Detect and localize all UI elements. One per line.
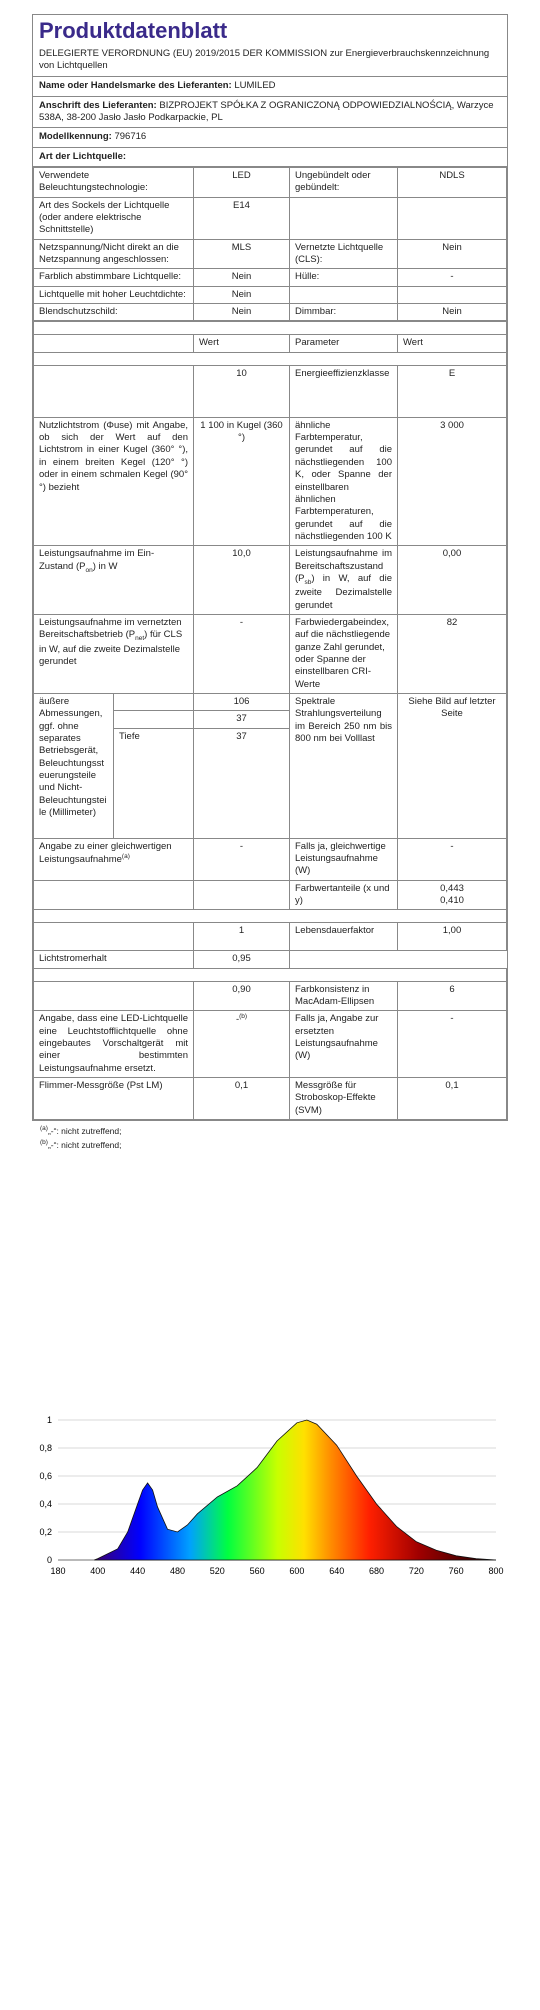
supplier-name-value: LUMILED <box>234 80 276 92</box>
value: - <box>398 838 507 880</box>
x-tick-label: 560 <box>249 1566 265 1576</box>
value: 0,1 <box>398 1078 507 1120</box>
value: 0,95 <box>194 951 290 968</box>
value: Nein <box>194 269 290 286</box>
light-source-type-row <box>33 148 507 167</box>
value: Nein <box>194 286 290 303</box>
param-row <box>34 546 507 615</box>
value: 0,90 <box>194 981 290 1011</box>
supplier-address-row <box>33 97 507 129</box>
param-row <box>34 417 507 545</box>
param-label: Farbkonsistenz in MacAdam-Ellipsen <box>290 981 398 1011</box>
type-row <box>34 286 507 303</box>
param-label: Leistungsaufnahme im vernetzten Bereitschaftsbetrieb $(P_{net})$ für CLS in W, auf die zweite Dezimalstelle gerundet <box>34 614 194 693</box>
y-tick-label: 0,4 <box>39 1499 52 1509</box>
value <box>398 197 507 239</box>
param-label: Angabe, dass eine LED-Lichtquelle eine Leuchtstofflichtquelle ohne eingebautes Vorschaltgerät mit einer bestimmten Leistungsaufnahme ersetzt. <box>34 1011 194 1078</box>
param-row <box>34 951 507 968</box>
value: -$^{(b)}$ <box>194 1011 290 1078</box>
model-row <box>33 128 507 147</box>
value <box>398 286 507 303</box>
value: 106 <box>194 693 290 710</box>
value: LED <box>194 168 290 198</box>
x-tick-label: 480 <box>169 1566 185 1576</box>
spectrum-area <box>94 1420 496 1560</box>
param-row <box>34 693 507 710</box>
type-label: Blendschutzschild: <box>34 304 194 321</box>
type-label: Ungebündelt oder gebündelt: <box>290 168 398 198</box>
param-row <box>34 838 507 880</box>
x-tick-label: 800 <box>488 1566 504 1576</box>
footnote-a: $^{(a)}$„-“: nicht zutreffend; <box>40 1125 122 1136</box>
param-label: ähnliche Farbtemperatur, gerundet auf die nächstliegenden 100 K, oder Spanne der einstellbaren ähnlichen Farbtemperaturen, gerundet auf die nächstliegenden 100 K <box>290 417 398 545</box>
param-label: Lebensdauerfaktor <box>290 923 398 951</box>
y-tick-label: 0,8 <box>39 1443 52 1453</box>
datasheet <box>32 14 508 1121</box>
y-tick-label: 0,6 <box>39 1471 52 1481</box>
type-label: Farblich abstimmbare Lichtquelle: <box>34 269 194 286</box>
value: - <box>194 838 290 880</box>
header-parameter: Parameter <box>290 335 398 352</box>
type-label: Verwendete Beleuchtungstechnologie: <box>34 168 194 198</box>
value: Siehe Bild auf letzter Seite <box>398 693 507 838</box>
param-label: Falls ja, Angabe zur ersetzten Leistungsaufnahme (W) <box>290 1011 398 1078</box>
x-tick-label: 440 <box>130 1566 146 1576</box>
param-label: Nutzlichtstrom (Φuse) mit Angabe, ob sich der Wert auf den Lichtstrom in einer Kugel (360° °), in einem breiten Kegel (120° °) oder in einem schmalen Kegel (90° °) bezieht <box>34 417 194 545</box>
param-label: Lichtstromerhalt <box>34 951 194 968</box>
param-label: Falls ja, gleichwertige Leistungsaufnahme (W) <box>290 838 398 880</box>
param-row <box>34 923 507 951</box>
value: 1 100 in Kugel (360 °) <box>194 417 290 545</box>
value: 0,443 0,410 <box>398 880 507 910</box>
param-label: äußere Abmessungen, ggf. ohne separates Betriebsgerät, Beleuchtungssteuerungsteile und Nicht-Beleuchtungsteile (Millimeter) <box>34 693 114 838</box>
dimension-label: Tiefe <box>114 728 194 838</box>
x-tick-label: 520 <box>209 1566 225 1576</box>
supplier-address-label: Anschrift des Lieferanten: <box>39 99 157 111</box>
type-label: Hülle: <box>290 269 398 286</box>
model-label: Modellkennung: <box>39 131 112 143</box>
param-row <box>34 981 507 1011</box>
type-table <box>33 167 507 321</box>
y-tick-label: 1 <box>46 1415 52 1425</box>
regulation-subtitle: DELEGIERTE VERORDNUNG (EU) 2019/2015 DER KOMMISSION zur Energieverbrauchskennzeichnung von Lichtquellen <box>33 48 507 78</box>
param-row <box>34 614 507 693</box>
params-table <box>33 321 507 1120</box>
model-value: 796716 <box>114 131 147 143</box>
param-row <box>34 365 507 417</box>
spectral-distribution-chart <box>20 1410 520 1590</box>
x-tick-label: 180 <box>50 1566 66 1576</box>
value: E <box>398 365 507 417</box>
y-tick-label: 0,2 <box>39 1527 52 1537</box>
type-row <box>34 197 507 239</box>
value: 10,0 <box>194 546 290 615</box>
param-label: Farbwiedergabeindex, auf die nächstliegende ganze Zahl gerundet, oder Spanne der einstellbaren CRI-Werte <box>290 614 398 693</box>
x-tick-label: 680 <box>369 1566 385 1576</box>
value: Nein <box>398 304 507 321</box>
value: 37 <box>194 711 290 728</box>
type-label: Netzspannung/Nicht direkt an die Netzspannung angeschlossen: <box>34 239 194 269</box>
value: NDLS <box>398 168 507 198</box>
type-row <box>34 239 507 269</box>
value: 82 <box>398 614 507 693</box>
param-label: Angabe zu einer gleichwertigen Leistungsaufnahme$^{(a)}$ <box>34 838 194 880</box>
type-row <box>34 168 507 198</box>
param-label: Leistungsaufnahme im Bereitschaftszustand $(P_{sb})$ in W, auf die zweite Dezimalstelle gerundet <box>290 546 398 615</box>
value: - <box>398 269 507 286</box>
light-source-type-label: Art der Lichtquelle: <box>39 150 127 162</box>
x-tick-label: 760 <box>448 1566 464 1576</box>
x-tick-label: 640 <box>329 1566 345 1576</box>
value: E14 <box>194 197 290 239</box>
type-row <box>34 269 507 286</box>
header-wert-1: Wert <box>194 335 290 352</box>
param-label: Leistungsaufnahme im Ein-Zustand $(P_{on})$ in W <box>34 546 194 615</box>
x-tick-label: 600 <box>289 1566 305 1576</box>
value: Nein <box>398 239 507 269</box>
value: 3 000 <box>398 417 507 545</box>
page-title: Produktdatenblatt <box>39 18 228 43</box>
value: 1 <box>194 923 290 951</box>
param-row <box>34 1078 507 1120</box>
type-row <box>34 304 507 321</box>
type-label: Art des Sockels der Lichtquelle (oder andere elektrische Schnittstelle) <box>34 197 194 239</box>
value: 6 <box>398 981 507 1011</box>
param-label: Messgröße für Stroboskop-Effekte (SVM) <box>290 1078 398 1120</box>
param-label: Farbwertanteile (x und y) <box>290 880 398 910</box>
footnote-b: $^{(b)}$„-“: nicht zutreffend; <box>40 1139 122 1150</box>
param-label: Spektrale Strahlungsverteilung im Bereich 250 nm bis 800 nm bei Volllast <box>290 693 398 838</box>
x-tick-label: 720 <box>408 1566 424 1576</box>
value: - <box>398 1011 507 1078</box>
param-label: Energieeffizienzklasse <box>290 365 398 417</box>
value: 0,00 <box>398 546 507 615</box>
x-tick-label: 400 <box>90 1566 106 1576</box>
supplier-address-value: BIZPROJEKT SPÓŁKA Z OGRANICZONĄ ODPOWIEDZIALNOŚCIĄ, Warzyce 538A, 38-200 Jasło Jasło Podkarpackie, PL <box>39 99 494 123</box>
type-label: Lichtquelle mit hoher Leuchtdichte: <box>34 286 194 303</box>
type-label: Dimmbar: <box>290 304 398 321</box>
type-label <box>290 286 398 303</box>
y-tick-label: 0 <box>46 1555 52 1565</box>
value: 0,1 <box>194 1078 290 1120</box>
params-header-row <box>34 335 507 352</box>
value: 10 <box>194 365 290 417</box>
param-row <box>34 1011 507 1078</box>
value: MLS <box>194 239 290 269</box>
header-wert-2: Wert <box>398 335 507 352</box>
supplier-name-row <box>33 77 507 96</box>
value: - <box>194 614 290 693</box>
value: 37 <box>194 728 290 838</box>
supplier-name-label: Name oder Handelsmarke des Lieferanten: <box>39 80 232 92</box>
type-label <box>290 197 398 239</box>
type-label: Vernetzte Lichtquelle (CLS): <box>290 239 398 269</box>
value: Nein <box>194 304 290 321</box>
param-row <box>34 880 507 910</box>
param-label: Flimmer-Messgröße (Pst LM) <box>34 1078 194 1120</box>
value: 1,00 <box>398 923 507 951</box>
